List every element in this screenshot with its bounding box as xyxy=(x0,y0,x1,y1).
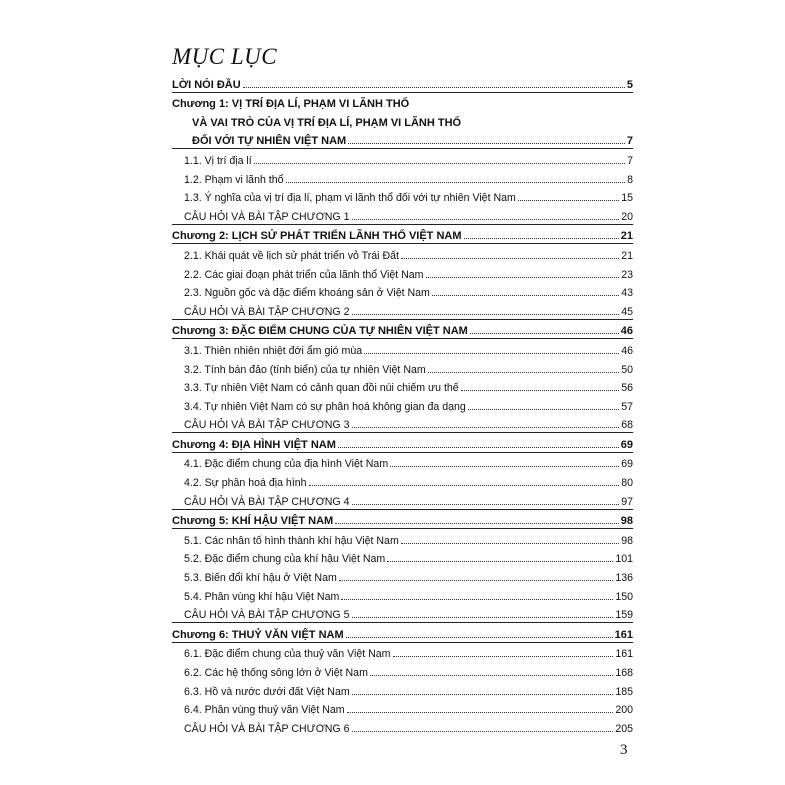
toc-entry-page: 20 xyxy=(621,210,633,223)
dot-leader xyxy=(432,295,619,296)
toc-entry-page: 168 xyxy=(615,667,633,679)
dot-leader xyxy=(339,580,614,581)
toc-entry xyxy=(172,604,633,624)
toc-entry-label: 4.1. Đặc điểm chung của địa hình Việt Nam xyxy=(184,458,389,471)
toc-entry xyxy=(172,490,633,510)
toc-entry-label: 1.3. Ý nghĩa của vị trí địa lí, phạm vi lãnh thổ đối với tự nhiên Việt Nam xyxy=(184,192,516,205)
toc-entry xyxy=(172,548,633,567)
dot-leader xyxy=(390,466,619,467)
toc-chapter-2-page: 21 xyxy=(620,230,633,243)
toc-chapter-1-line-2 xyxy=(172,111,633,130)
toc-entry xyxy=(172,585,633,604)
dot-leader xyxy=(468,409,619,410)
dot-leader xyxy=(401,543,619,544)
toc-entry-page: 21 xyxy=(621,249,633,262)
toc-chapter-6 xyxy=(172,623,633,643)
toc-entry xyxy=(172,414,633,434)
toc-entry-page: 150 xyxy=(615,590,633,603)
toc-chapter-4 xyxy=(172,433,633,453)
toc-chapter-6-page: 161 xyxy=(614,628,633,641)
dot-leader xyxy=(338,447,619,448)
toc-chapter-3-title: Chương 3: ĐẶC ĐIỂM CHUNG CỦA TỰ NHIÊN VIỆT NAM xyxy=(172,325,468,338)
toc-entry-label: 2.2. Các giai đoạn phát triển của lãnh thổ Việt Nam xyxy=(184,268,424,281)
toc-entry-page: 8 xyxy=(627,173,633,186)
toc-entry-page: 45 xyxy=(621,305,633,318)
toc-entry xyxy=(172,471,633,490)
toc-chapter-5-title: Chương 5: KHÍ HẬU VIỆT NAM xyxy=(172,515,334,528)
toc-chapter-1-line-3 xyxy=(172,130,633,150)
toc-entry-page: 57 xyxy=(621,400,633,413)
dot-leader xyxy=(518,200,619,201)
toc-preface xyxy=(172,73,633,93)
toc-entry-label: 3.3. Tự nhiên Việt Nam có cảnh quan đồi núi chiếm ưu thế xyxy=(184,382,459,395)
dot-leader xyxy=(352,694,614,695)
toc-entry-page: 46 xyxy=(621,344,633,357)
dot-leader xyxy=(347,712,614,713)
toc-entry xyxy=(172,680,633,699)
dot-leader xyxy=(352,427,620,428)
toc-entry-page: 80 xyxy=(621,477,633,490)
toc-entry-page: 97 xyxy=(621,495,633,508)
toc-entry-page: 205 xyxy=(615,722,633,735)
toc-entry-label: 2.3. Nguồn gốc và đặc điểm khoáng sản ở Việt Nam xyxy=(184,287,430,300)
toc-entry-label: 4.2. Sự phân hoá địa hình xyxy=(184,477,307,490)
dot-leader xyxy=(464,238,619,239)
toc-entry-page: 200 xyxy=(615,704,633,717)
toc-entry xyxy=(172,661,633,680)
toc-entry-label: 6.3. Hồ và nước dưới đất Việt Nam xyxy=(184,685,350,698)
toc-entry xyxy=(172,282,633,301)
toc-entry-page: 15 xyxy=(621,192,633,205)
toc-entry-label: 2.1. Khái quát về lịch sử phát triển vỏ Trái Đất xyxy=(184,249,399,262)
toc-entry-page: 185 xyxy=(615,685,633,698)
toc-chapter-1-page: 7 xyxy=(626,135,633,148)
dot-leader xyxy=(470,333,619,334)
dot-leader xyxy=(286,182,626,183)
toc-entry-label: CÂU HỎI VÀ BÀI TẬP CHƯƠNG 3 xyxy=(184,419,350,432)
dot-leader xyxy=(309,485,620,486)
dot-leader xyxy=(335,523,619,524)
dot-leader xyxy=(352,314,620,315)
toc-chapter-5-page: 98 xyxy=(620,515,633,528)
toc-entry-page: 136 xyxy=(615,572,633,585)
toc-entry xyxy=(172,149,633,168)
toc-entry-label: CÂU HỎI VÀ BÀI TẬP CHƯƠNG 4 xyxy=(184,495,350,508)
toc-entry xyxy=(172,205,633,225)
toc-entry-page: 101 xyxy=(615,553,633,566)
toc-entry xyxy=(172,358,633,377)
toc-entry-page: 7 xyxy=(627,154,633,167)
toc-entry-label: 6.1. Đặc điểm chung của thuỷ văn Việt Nam xyxy=(184,648,391,661)
toc-entry-page: 68 xyxy=(621,419,633,432)
toc-preface-label: LỜI NÓI ĐẦU xyxy=(172,78,241,91)
toc-entry-page: 69 xyxy=(621,458,633,471)
toc-entry-label: CÂU HỎI VÀ BÀI TẬP CHƯƠNG 2 xyxy=(184,305,350,318)
toc-entry-page: 98 xyxy=(621,534,633,547)
page-number: 3 xyxy=(620,742,628,758)
toc-entry-page: 50 xyxy=(621,363,633,376)
dot-leader xyxy=(254,163,625,164)
toc-entry-label: 5.4. Phân vùng khí hậu Việt Nam xyxy=(184,590,340,603)
toc-chapter-3-page: 46 xyxy=(620,325,633,338)
toc-entry-label: 5.3. Biến đổi khí hậu ở Việt Nam xyxy=(184,572,337,585)
toc-entry xyxy=(172,339,633,358)
toc-chapter-2-title: Chương 2: LỊCH SỬ PHÁT TRIỂN LÃNH THỔ VIỆT NAM xyxy=(172,230,462,243)
toc-entry-label: CÂU HỎI VÀ BÀI TẬP CHƯƠNG 5 xyxy=(184,609,350,622)
dot-leader xyxy=(243,87,625,88)
dot-leader xyxy=(364,353,619,354)
toc-entry xyxy=(172,263,633,282)
toc-entry xyxy=(172,453,633,472)
toc-chapter-5 xyxy=(172,510,633,530)
toc-chapter-4-page: 69 xyxy=(620,438,633,451)
dot-leader xyxy=(346,637,613,638)
toc-entry-page: 56 xyxy=(621,382,633,395)
toc-chapter-1-title-cont: VÀ VAI TRÒ CỦA VỊ TRÍ ĐỊA LÍ, PHẠM VI LÃNH THỔ xyxy=(192,116,462,129)
toc-entry-label: 3.1. Thiên nhiên nhiệt đới ẩm gió mùa xyxy=(184,344,363,357)
toc-chapter-3 xyxy=(172,320,633,340)
page-title: MỤC LỤC xyxy=(172,44,278,69)
toc-chapter-2 xyxy=(172,225,633,245)
dot-leader xyxy=(352,617,614,618)
dot-leader xyxy=(352,731,614,732)
toc-entry-page: 159 xyxy=(615,609,633,622)
dot-leader xyxy=(401,258,619,259)
dot-leader xyxy=(426,277,620,278)
toc-entry-page: 161 xyxy=(615,648,633,661)
dot-leader xyxy=(428,372,620,373)
toc-entry-label: 1.2. Phạm vi lãnh thổ xyxy=(184,173,284,186)
toc-entry-label: 6.2. Các hệ thống sông lớn ở Việt Nam xyxy=(184,667,368,679)
toc-preface-page: 5 xyxy=(626,78,633,91)
dot-leader xyxy=(341,599,613,600)
toc-entry xyxy=(172,377,633,396)
toc-chapter-4-title: Chương 4: ĐỊA HÌNH VIỆT NAM xyxy=(172,438,336,451)
toc-entry-label: 1.1. Vị trí địa lí xyxy=(184,154,252,167)
toc-entry-label: 3.4. Tự nhiên Việt Nam có sự phân hoá không gian đa dạng xyxy=(184,400,466,413)
toc-entry xyxy=(172,566,633,585)
toc-chapter-1-line-1 xyxy=(172,93,633,112)
table-of-contents xyxy=(172,73,633,736)
toc-chapter-1-title: Chương 1: VỊ TRÍ ĐỊA LÍ, PHẠM VI LÃNH THỔ xyxy=(172,98,410,111)
toc-entry xyxy=(172,300,633,320)
toc-entry xyxy=(172,717,633,736)
toc-entry-label: 6.4. Phân vùng thuỷ văn Việt Nam xyxy=(184,704,345,717)
toc-entry-label: CÂU HỎI VÀ BÀI TẬP CHƯƠNG 1 xyxy=(184,210,350,223)
toc-entry xyxy=(172,395,633,414)
toc-entry xyxy=(172,187,633,206)
dot-leader xyxy=(348,143,625,144)
dot-leader xyxy=(352,219,620,220)
toc-entry xyxy=(172,529,633,548)
dot-leader xyxy=(387,561,613,562)
toc-entry-page: 43 xyxy=(621,287,633,300)
toc-entry-label: 5.1. Các nhân tố hình thành khí hậu Việt Nam xyxy=(184,534,399,547)
toc-entry xyxy=(172,699,633,718)
toc-chapter-1-title-end: ĐỐI VỚI TỰ NHIÊN VIỆT NAM xyxy=(192,135,347,148)
dot-leader xyxy=(461,390,620,391)
toc-entry xyxy=(172,168,633,187)
toc-chapter-6-title: Chương 6: THUỶ VĂN VIỆT NAM xyxy=(172,628,344,641)
toc-entry-label: 5.2. Đặc điểm chung của khí hậu Việt Nam xyxy=(184,553,386,566)
toc-entry xyxy=(172,244,633,263)
dot-leader xyxy=(393,656,614,657)
dot-leader xyxy=(370,675,613,676)
toc-entry-page: 23 xyxy=(621,268,633,281)
dot-leader xyxy=(352,504,620,505)
toc-entry-label: 3.2. Tính bán đảo (tính biển) của tự nhiên Việt Nam xyxy=(184,363,426,376)
toc-entry xyxy=(172,643,633,662)
toc-entry-label: CÂU HỎI VÀ BÀI TẬP CHƯƠNG 6 xyxy=(184,722,350,735)
